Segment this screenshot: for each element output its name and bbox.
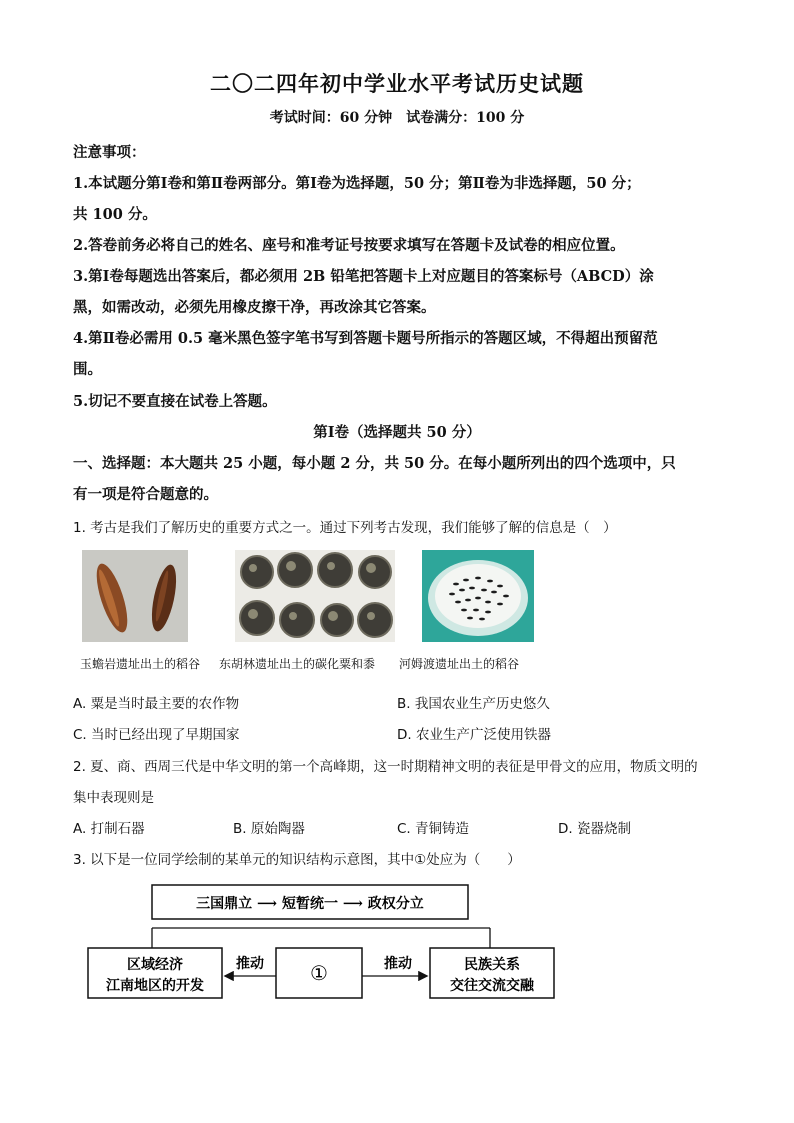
q1-option-c[interactable]: C. 当时已经出现了早期国家	[73, 727, 240, 743]
q2-option-a[interactable]: A. 打制石器	[73, 821, 145, 837]
notes-heading: 注意事项：	[73, 144, 146, 161]
section-instructions: 有一项是符合题意的。	[73, 486, 218, 503]
q2-option-b[interactable]: B. 原始陶器	[233, 821, 305, 837]
svg-text:民族关系: 民族关系	[464, 957, 520, 973]
note-line: 3.第Ⅰ卷每题选出答案后，都必须用 2B 铅笔把答题卡上对应题目的答案标号（ABCD）涂	[73, 268, 654, 285]
q1-option-a[interactable]: A. 粟是当时最主要的农作物	[73, 696, 240, 712]
photo-caption: 东胡林遗址出土的碳化粟和黍	[219, 657, 376, 671]
q1-option-b[interactable]: B. 我国农业生产历史悠久	[397, 696, 550, 712]
exam-subtitle: 考试时间：60 分钟 试卷满分：100 分	[269, 110, 525, 126]
hemudu-rice-photo	[422, 550, 534, 642]
q1-option-d[interactable]: D. 农业生产广泛使用铁器	[397, 727, 551, 743]
note-line: 围。	[73, 361, 102, 378]
diagram-top-text: 三国鼎立 ⟶ 短暂统一 ⟶ 政权分立	[196, 896, 424, 912]
question-2-stem: 2. 夏、商、西周三代是中华文明的第一个高峰期，这一时期精神文明的表征是甲骨文的应用，物质文明的	[73, 759, 698, 775]
svg-text:推动: 推动	[236, 956, 264, 972]
svg-text:推动: 推动	[384, 956, 412, 972]
q2-option-c[interactable]: C. 青铜铸造	[397, 821, 470, 837]
question-1-stem: 1. 考古是我们了解历史的重要方式之一。通过下列考古发现，我们能够了解的信息是（ ）	[73, 520, 617, 536]
question-3-stem: 3. 以下是一位同学绘制的某单元的知识结构示意图，其中①处应为（ ）	[73, 852, 521, 868]
photo-caption: 玉蟾岩遗址出土的稻谷	[80, 657, 201, 671]
exam-title: 二〇二四年初中学业水平考试历史试题	[210, 71, 584, 96]
q2-option-d[interactable]: D. 瓷器烧制	[558, 821, 631, 837]
section-instructions: 一、选择题：本大题共 25 小题，每小题 2 分，共 50 分。在每小题所列出的四个选项中，只	[73, 455, 676, 472]
rice-grain-photo	[82, 550, 188, 642]
carbonized-grain-photo	[235, 550, 395, 642]
svg-text:①: ①	[310, 961, 328, 985]
photo-caption: 河姆渡遗址出土的稻谷	[399, 657, 520, 671]
question-2-stem: 集中表现则是	[73, 790, 154, 806]
section-heading: 第Ⅰ卷（选择题共 50 分）	[313, 424, 481, 441]
svg-text:区域经济: 区域经济	[127, 957, 183, 973]
svg-text:交往交流交融: 交往交流交融	[450, 978, 534, 994]
note-line: 共 100 分。	[73, 206, 157, 223]
note-line: 1.本试题分第Ⅰ卷和第Ⅱ卷两部分。第Ⅰ卷为选择题，50 分；第Ⅱ卷为非选择题，50 分；	[73, 175, 641, 192]
note-line: 2.答卷前务必将自己的姓名、座号和准考证号按要求填写在答题卡及试卷的相应位置。	[73, 237, 625, 254]
svg-text:江南地区的开发: 江南地区的开发	[106, 978, 204, 994]
note-line: 4.第Ⅱ卷必需用 0.5 毫米黑色签字笔书写到答题卡题号所指示的答题区域，不得超出预留范	[73, 330, 658, 347]
note-line: 黑，如需改动，必须先用橡皮擦干净，再改涂其它答案。	[73, 299, 436, 316]
note-line: 5.切记不要直接在试卷上答题。	[73, 393, 277, 410]
knowledge-structure-diagram	[80, 880, 560, 1005]
